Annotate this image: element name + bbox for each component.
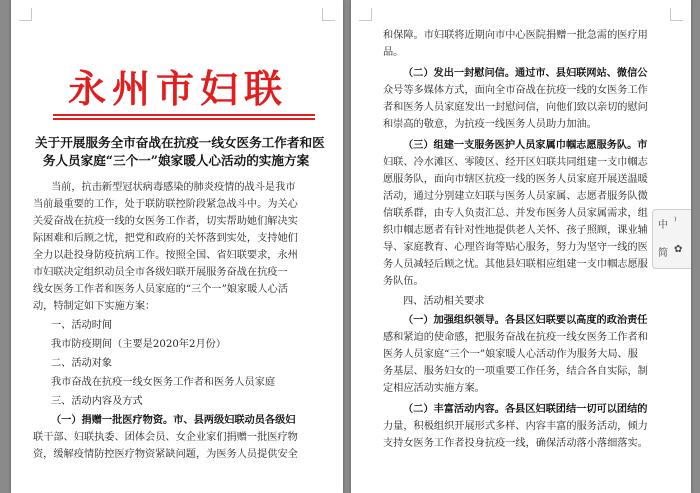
section-heading: 三、活动内容及方式 xyxy=(51,396,143,407)
body-text: 品。 xyxy=(383,47,404,58)
body-text: 当前，抗击新型冠状病毒感染的肺炎疫情的战斗是我市 xyxy=(51,182,296,193)
body-text: 导、家庭教育、心理咨询等贴心服务，努力为坚守一线的医 xyxy=(383,242,648,253)
document-page-right xyxy=(351,0,691,493)
organization-title: 永州市妇联 xyxy=(67,66,288,111)
punctuation-toggle[interactable]: ⁾ xyxy=(674,216,677,227)
chinese-mode-toggle[interactable]: 中 xyxy=(658,220,668,231)
subsection-text: （二）丰富活动内容。各县区妇联团结一切可以团结的 xyxy=(403,403,648,415)
section-heading: 四、活动相关要求 xyxy=(403,296,485,307)
body-text: 活动，通过分别建立妇联与医务人员家属、志愿者服务队微 xyxy=(383,191,648,202)
body-text: 务基层、服务妇女的一项重要工作任务，结合各自实际，制 xyxy=(383,366,648,377)
body-text: 联干部、妇联执委、团体会员、女企业家们捐赠一批医疗物 xyxy=(33,432,298,443)
body-text: 线女医务工作者和医务人员家庭的“三个一”娘家暖人心活 xyxy=(33,284,288,295)
crop-mark xyxy=(670,8,683,21)
body-text: 愿服务队，面向市辖区抗疫一线的医务人员家庭开展送温暖 xyxy=(383,174,648,185)
body-text: 全力以赴投身防疫抗病工作。按照全国、省妇联要求，永州 xyxy=(33,250,298,261)
section-heading: 一、活动时间 xyxy=(51,320,113,331)
body-text: 妇联、冷水滩区、零陵区、经开区妇联共同组建一支巾帼志 xyxy=(383,157,648,168)
body-text: 资，缓解疫情防控医疗物资紧缺问题，为医务人员提供安全 xyxy=(33,449,298,460)
body-text: 定相应活动实施方案。 xyxy=(383,383,485,394)
body-text: 我市防疫期间（主要是2020年2月份） xyxy=(51,339,227,350)
crop-mark xyxy=(359,8,372,21)
subsection-text: （二）发出一封慰问信。通过市、县妇联网站、微信公 xyxy=(403,67,648,79)
input-method-widget[interactable] xyxy=(652,209,691,269)
body-text: 关爱奋战在抗疫一线的女医务工作者，切实帮助她们解决实 xyxy=(33,216,298,227)
crop-mark xyxy=(19,8,32,21)
body-text: 市妇联决定组织动员全市各级妇联开展服务奋战在抗疫一 xyxy=(33,267,288,278)
body-text: 和崇高的敬意，为抗疫一线医务人员助力加油。 xyxy=(383,119,597,130)
body-text: 务人员减轻后顾之忧。其他县妇联相应组建一支巾帼志愿服 xyxy=(383,259,648,270)
body-text: 务队伍。 xyxy=(383,276,424,287)
body-text: 和保障。市妇联将近期向市中心医院捐赠一批急需的医疗用 xyxy=(383,30,648,41)
body-text: 信联系群，由专人负责汇总、并发布医务人员家属需求，组 xyxy=(383,208,648,219)
subsection-text: （一）加强组织领导。各县区妇联要以高度的政治责任 xyxy=(403,314,648,326)
body-text: 力量，积极组织开展形式多样、内容丰富的服务活动，倾力 xyxy=(383,421,648,432)
section-heading: 二、活动对象 xyxy=(51,358,113,369)
skin-icon[interactable]: ✿ xyxy=(674,244,683,255)
subsection-text: （一）捐赠一批医疗物资。市、县两级妇联动员各级妇 xyxy=(51,414,296,426)
body-text: 医务人员家庭“三个一”娘家暖人心活动作为服务大局、服 xyxy=(383,349,638,360)
document-title xyxy=(35,134,325,170)
body-text: 我市奋战在抗疫一线女医务工作者和医务人员家庭 xyxy=(51,377,276,388)
body-text: 织巾帼志愿者有针对性地提供老人关怀、孩子照顾，课业辅 xyxy=(383,225,648,236)
red-divider xyxy=(53,114,315,116)
body-text: 感和紧迫的使命感，把服务奋战在抗疫一线女医务工作者和 xyxy=(383,332,648,343)
body-text: 者和医务人员家庭发出一封慰问信，向他们致以亲切的慰问 xyxy=(383,102,648,113)
subsection-text: （三）组建一支服务医护人员家属巾帼志愿服务队。市 xyxy=(403,139,648,151)
document-title-line: 关于开展服务全市奋战在抗疫一线女医务工作者和医 xyxy=(35,135,325,150)
body-text: 众号等多媒体方式，面向全市奋战在抗疫一线的女医务工作 xyxy=(383,85,648,96)
document-title-line: 务人员家庭“三个一”娘家暖人心活动的实施方案 xyxy=(42,153,310,168)
body-text: 当前最重要的工作，处于联防联控阶段紧急战斗中。为关心 xyxy=(33,199,298,210)
body-text: 际困难和后顾之忧，把党和政府的关怀落到实处，支持她们 xyxy=(33,233,298,244)
simplified-toggle[interactable]: 简 xyxy=(658,248,668,259)
body-text: 动，特制定如下实施方案： xyxy=(33,301,156,312)
document-page-left xyxy=(11,0,343,493)
crop-mark xyxy=(322,8,335,21)
red-divider xyxy=(53,118,315,120)
body-text: 支持女医务工作者投身抗疫一线，确保活动落小落细落实。 xyxy=(383,438,648,449)
